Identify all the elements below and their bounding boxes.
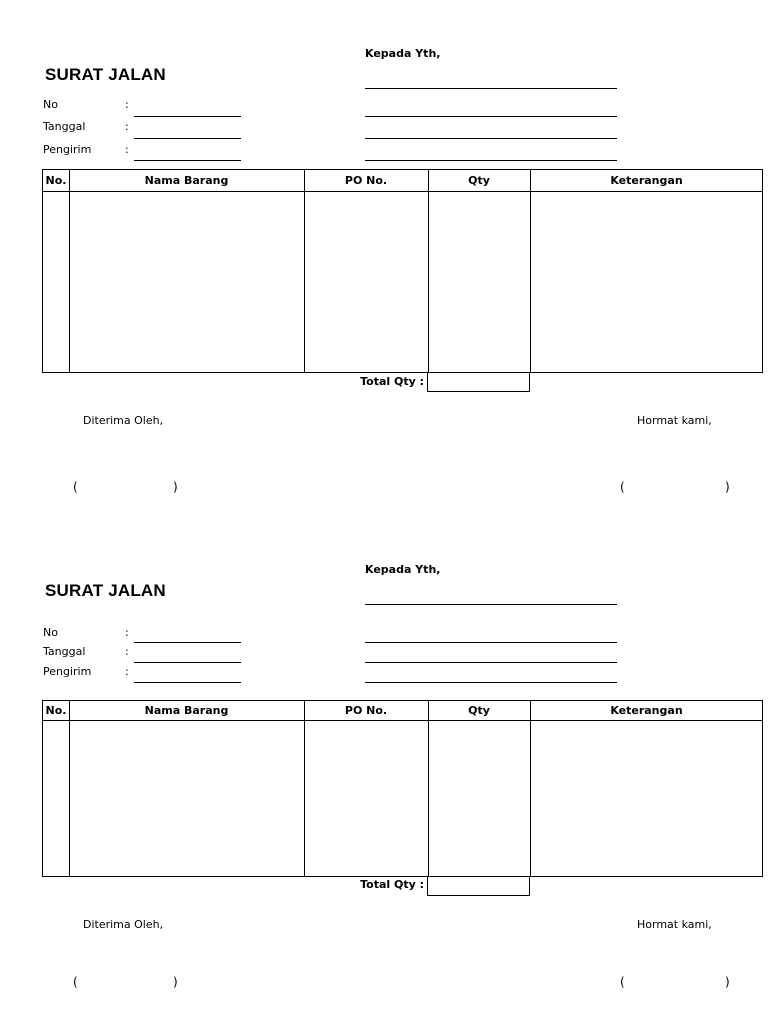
column-divider	[428, 170, 429, 372]
total-qty-box[interactable]	[427, 372, 530, 392]
field-label-pengirim: Pengirim	[43, 143, 92, 156]
total-qty-box[interactable]	[427, 876, 530, 896]
table-header-divider	[43, 191, 762, 192]
recipient-line-1[interactable]	[365, 88, 617, 89]
total-qty-label: Total Qty :	[360, 878, 424, 891]
recipient-line-2[interactable]	[365, 116, 617, 117]
signature-paren-close: )	[725, 975, 730, 989]
recipient-line-1[interactable]	[365, 604, 617, 605]
recipient-line-4[interactable]	[365, 682, 617, 683]
field-colon: :	[125, 645, 129, 658]
recipient-line-3[interactable]	[365, 138, 617, 139]
header-keterangan: Keterangan	[610, 174, 683, 187]
signature-paren-open: (	[620, 480, 625, 494]
column-divider	[69, 701, 70, 876]
signature-paren-close: )	[725, 480, 730, 494]
column-divider	[530, 170, 531, 372]
form-title: SURAT JALAN	[45, 581, 166, 600]
column-divider	[428, 701, 429, 876]
field-label-tanggal: Tanggal	[43, 120, 86, 133]
recipient-label: Kepada Yth,	[365, 563, 441, 576]
signature-paren-close: )	[173, 480, 178, 494]
recipient-line-4[interactable]	[365, 160, 617, 161]
column-divider	[69, 170, 70, 372]
field-input-tanggal[interactable]	[134, 662, 241, 663]
form-title: SURAT JALAN	[45, 65, 166, 84]
header-keterangan: Keterangan	[610, 704, 683, 717]
header-nama-barang: Nama Barang	[144, 704, 229, 717]
field-input-pengirim[interactable]	[134, 160, 241, 161]
field-input-pengirim[interactable]	[134, 682, 241, 683]
received-by-label: Diterima Oleh,	[83, 414, 164, 427]
column-divider	[304, 701, 305, 876]
header-po-no: PO No.	[344, 174, 388, 187]
field-colon: :	[125, 98, 129, 111]
field-label-no: No	[43, 626, 58, 639]
signature-paren-open: (	[620, 975, 625, 989]
regards-label: Hormat kami,	[637, 414, 712, 427]
signature-paren-close: )	[173, 975, 178, 989]
field-input-no[interactable]	[134, 642, 241, 643]
column-divider	[304, 170, 305, 372]
total-qty-label: Total Qty :	[360, 375, 424, 388]
signature-paren-open: (	[73, 480, 78, 494]
field-label-pengirim: Pengirim	[43, 665, 92, 678]
signature-paren-open: (	[73, 975, 78, 989]
recipient-label: Kepada Yth,	[365, 47, 441, 60]
field-input-tanggal[interactable]	[134, 138, 241, 139]
header-po-no: PO No.	[344, 704, 388, 717]
column-divider	[530, 701, 531, 876]
field-colon: :	[125, 665, 129, 678]
header-qty: Qty	[468, 704, 490, 717]
recipient-line-2[interactable]	[365, 642, 617, 643]
recipient-line-3[interactable]	[365, 662, 617, 663]
header-qty: Qty	[468, 174, 490, 187]
field-colon: :	[125, 120, 129, 133]
header-no: No.	[45, 704, 67, 717]
items-table	[42, 700, 763, 877]
received-by-label: Diterima Oleh,	[83, 918, 164, 931]
field-label-tanggal: Tanggal	[43, 645, 86, 658]
regards-label: Hormat kami,	[637, 918, 712, 931]
field-colon: :	[125, 626, 129, 639]
field-colon: :	[125, 143, 129, 156]
field-input-no[interactable]	[134, 116, 241, 117]
items-table	[42, 169, 763, 373]
header-no: No.	[45, 174, 67, 187]
table-header-divider	[43, 720, 762, 721]
header-nama-barang: Nama Barang	[144, 174, 229, 187]
field-label-no: No	[43, 98, 58, 111]
